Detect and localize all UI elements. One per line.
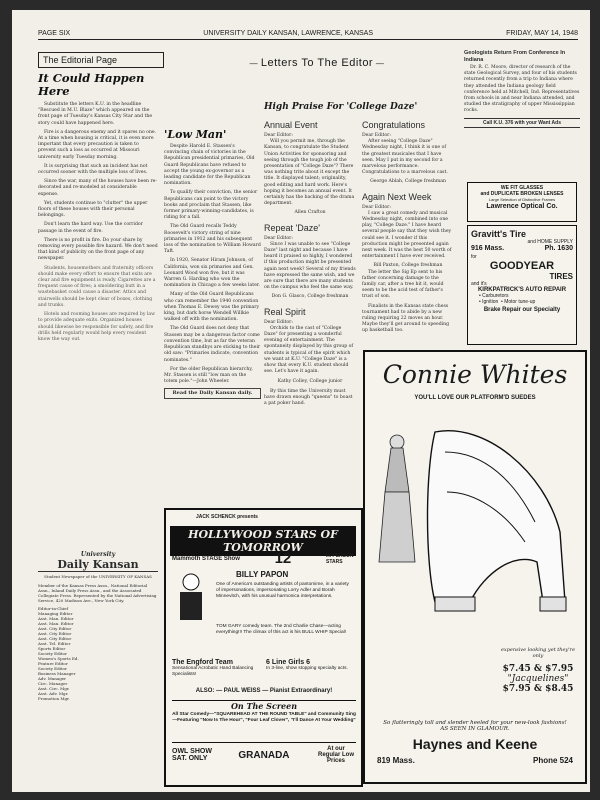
want-ads-line: Call K.U. 376 with your Want Ads [464, 118, 580, 128]
page-label: PAGE SIX [38, 30, 71, 37]
lawrence-optical-ad [467, 182, 577, 222]
staff-role: Women's Sports Ed. [38, 656, 79, 662]
staff-role: Asst. Man. Editor [38, 621, 74, 627]
text-block: There is no profit in fire. Do your share by removing every possible fire hazard. We don't need that kind of publicity on the front page of any newspaper. [38, 237, 158, 262]
letters-column-2: Congratulations Dear Editor: After seeing "College Daze" Wednesday night, I think it is one of the greatest musicales that I have seen. May I put in my second for a marvelous performance. Congratulations to a marvelous cast. George Ablah, College freshman Again Next Week Dear Editor: I saw a great comedy and musical Wednesday night, combined into one play, "College Daze." I have heard several people say that they wish they could see it. I wonder if this production might be presented again next week. It was the best 50 worth of entertainment I have ever received. Bill Paxton, College freshman The letter the Sig Ep sent to his father concerning damage to the family car, after a tree hit it, would seem to be the acid test of father's trust of son. Finalists in the Kansas state chess tournament had to abide by a new ruling requiring 22 moves an hour. Maybe they'll get around to speeding up basketball too. [362, 120, 454, 338]
text-block: HOLLYWOOD STARS OF TOMORROW [188, 528, 338, 554]
paper-name: UNIVERSITY DAILY KANSAN, LAWRENCE, KANSAS [203, 30, 374, 37]
staff-role: Asst. Circ. Mgr. [38, 686, 70, 692]
staff-role: Circ. Manager [38, 681, 68, 687]
text-block: Dear Editor: [264, 319, 293, 325]
text-block: and DUPLICATE BROKEN LENSES [480, 191, 564, 197]
text-block: 12 [274, 550, 292, 567]
text-block: Gravitt's Tire [471, 229, 526, 239]
staff-role: Asst. City Editor [38, 631, 72, 637]
text-block: 819 Mass. [377, 756, 415, 765]
staff-role: Editor-in-Chief [38, 606, 69, 612]
text-block: TOM GARY comedy team. The 2nd Charlie Chase—acting everything!!! The climax of this act is his BULL WHIP Special! [216, 624, 347, 635]
staff-role: Asst. City Editor [38, 626, 72, 632]
staff-role: Feature Editor [38, 661, 68, 667]
text-block: On The Screen [172, 700, 356, 711]
text-block: Yet, students continue to "clutter" the upper floors of these houses with their personal belongings. [38, 200, 148, 219]
text-block: Large Selection of Distinctive Frames [488, 197, 556, 202]
text-block: IN PERSON STARS [325, 552, 354, 565]
text-block: I saw a great comedy and musical Wednesday night, combined into one play, "College Daze." I have heard several people say that they wish they could see it. I wonder if this production might be presented again next week. It was the best 50 worth of entertainment I have ever received. [362, 210, 452, 260]
staff-role: Managing Editor [38, 611, 73, 617]
text-block: and it's [471, 281, 487, 287]
text-block: GRANADA [238, 749, 290, 761]
letters-banner: — Letters To The Editor — [249, 57, 385, 69]
text-block: $7.95 & $8.45 [502, 684, 574, 694]
editorial-column: It Could Happen Here Substitute the letters K.U. in the headline "Rescued in M.U. Blaze" which appeared on the front page of Tuesday's Kansas City Star and the story could have happened here. Fire is a dangerous enemy and it spares no one. At a time when housing is critical, it is even more important that every precaution is taken to prevent such a loss as occurred at Missouri university early Tuesday morning. It is surprising that such an incident has not occurred sooner with the multiple loss of lives. Since the war, many of the houses have been re-decorated and re-modeled at considerable expense. Yet, students continue to "clutter" the upper floors of these houses with their personal belongings. Don't learn the hard way. Use the corridor passage in the event of fire. There is no profit in fire. Do your share by removing every possible fire hazard. We don't need that kind of publicity on the front page of any newspaper. Students, housemothers and fraternity officers should make every effort to ensure that exits are clear and fire equipment is ready. Cigarettes are a frequent cause of fires; a smoldering butt in a wastebasket could cause a disaster. Attics and stairwells should be kept clear of boxes, clothing and trunks. Hotels and rooming houses are required by law to provide adequate exits. Organized houses should likewise be responsible for safety, and fire drills held regularly would help every resident know the way out. [38, 71, 158, 342]
letter-headline: Annual Event [264, 120, 318, 130]
text-block: In 3-line, show stopping specialty acts. [266, 666, 348, 671]
staff-role: Adv. Manager [38, 676, 67, 682]
text-block: Bill Paxton, College freshman [373, 263, 443, 269]
letter-headline: Real Spirit [264, 306, 306, 317]
text-block: BILLY PAPON [236, 570, 289, 579]
text-block: Kathy Colley, College junior [277, 378, 343, 384]
hollywood-stars-ad [164, 508, 363, 787]
text-block: Orchids to the cast of "College Daze" for presenting a wonderful evening of entertainment. The spontaneity displayed by this group of students is typical of the spirit which we want at K.U. "College Daze" is a show that every K.U. student should see. Let's have it again. [264, 325, 354, 375]
editorial-section-title [38, 52, 164, 68]
letters-column-1 [264, 120, 356, 410]
text-block: Phone 524 [532, 756, 573, 765]
text-block: WE FIT GLASSES [500, 185, 544, 191]
text-block: Dear Editor: [264, 133, 293, 138]
text-block: Despite Harold E. Stassen's convincing chain of victories in the Republican presidential primaries, Old Guard Republicans have refused to accept the young ex-governor as a leading candidate for the Republican nomination. [164, 144, 255, 187]
text-block: So flatteringly toll and slender heeled for your new-look fashions! AS SEEN IN GLAMOUR. [383, 720, 567, 732]
text-block: Will you permit me, through the Kansan, to congratulate the Student Union Activities for sponsoring and seeing through the tough job of the presentation of "College Daze"? There was nothing trite about it except the title. It displayed talent; originality, good editing and hard work. Here's hoping it becomes an annual event. It certainly has the backing of the drama department. [264, 139, 355, 207]
text-block: 6 [266, 659, 270, 666]
staff-role: Asst. City Editor [38, 636, 72, 642]
text-block: To qualify their conviction, the senior Republicans can point to the victory books and proclaim that Stassen, like former primary-winning-candidates, is riding for a fall. [164, 190, 258, 221]
text-block: expensive looking yet they're only [500, 647, 576, 659]
text-block: KIRKPATRICK'S AUTO REPAIR [477, 287, 567, 293]
text-block: Since the war, many of the houses have been re-decorated and re-modeled at considerable expense. [38, 179, 157, 197]
geologists-column [464, 50, 580, 128]
staff-role: Asst. Tel. Editor [38, 641, 71, 647]
text-block: After seeing "College Daze" Wednesday night, I think it is one of the greatest musicales that I have seen. May I put in my second for a marvelous performance. Congratulations to a marvelous cast. [362, 139, 448, 176]
low-man-headline: 'Low Man' [164, 128, 227, 141]
platform-shoe-icon [428, 431, 566, 602]
text-block: Since I was unable to see "College Daze" last night and because I have heard it praised so highly, I wondered if this production might be presented again next week? Several of my friends have expressed the same wish, and we are sure that there are many students on the campus who feel the same way. [264, 241, 356, 291]
text-block: Don G. Glasco, College freshman [271, 294, 349, 300]
staff-role: Society Editor [38, 651, 67, 657]
letter-headline: Repeat 'Daze' [264, 222, 320, 233]
text-block: It is surprising that such an incident has not occurred sooner with the multiple loss of lives. [38, 163, 148, 176]
text-block: At our Regular Low Prices [317, 746, 354, 764]
text-block: The Engford Team [172, 659, 233, 666]
masthead: University Daily Kansan Student Newspaper of the UNIVERSITY OF KANSAS Member of the Kansas Press Assn., National Editorial Assn., Inland Daily Press Assn., and the Associated Collegiate Press. Represented by the National Advertising Service, 420 Madison Ave., New York City. Editor-in-Chief Managing Editor Asst. Man. Editor Asst. Man. Editor Asst. City Editor Asst. City Editor Asst. City Editor Asst. Tel. Editor Sports Editor Society Editor Women's Sports Ed. Feature Editor Society Editor Business Manager Adv. Manager Circ. Manager Asst. Circ. Mgr. Asst. Adv. Mgr. Promotion Mgr. [38, 551, 157, 702]
text-block: YOU'LL LOVE OUR PLATFORM'D SUEDES [414, 395, 536, 401]
geologists-headline: Geologists Return From Conference In Indiana [464, 50, 566, 63]
letter-headline: Again Next Week [362, 191, 432, 202]
text-block: JACK SCHENCK presents [196, 514, 258, 520]
text-block: Haynes and Keene [412, 736, 538, 752]
text-block: Dear Editor: [362, 204, 391, 210]
text-block: Sensational Acrobatic Hand Balancing Specialists! [172, 666, 254, 677]
text-block: TIRES [549, 272, 573, 281]
text-block: Dear Editor: [264, 235, 293, 241]
low-man-column [164, 128, 261, 399]
text-block: OWL SHOW [172, 748, 212, 755]
text-block: By this time the University must have drawn enough "queens" to boast a pat poker hand. [264, 388, 353, 407]
text-block: Motor tune-up [504, 299, 536, 305]
text-block: Lawrence Optical Co. [486, 203, 558, 210]
text-block: The Old Guard does not deny that Stassen may be a dangerous factor come convention time, but as far the veteran Republican standbys are sticking to their old saw: "Primaries indicate, convention nominates." [164, 326, 261, 363]
text-block: SAT. ONLY [172, 755, 208, 762]
staff-role: Promotion Mgr. [38, 696, 70, 702]
text-block: Don't learn the hard way. Use the corridor passage in the event of fire. [38, 222, 143, 234]
text-block: George Ablah, College freshman [370, 179, 446, 185]
text-block: Many of the Old Guard Republicans who can remember the 1940 convention when Thomas E. Dewey was the primary king, but dark horse Wendell Willkie walked off with the nomination. [164, 292, 260, 323]
text-block: Carburetors [482, 293, 509, 299]
masthead-university: University [80, 551, 116, 558]
text-block: 916 Mass. [471, 245, 505, 252]
text-block: ALSO: — PAUL WEISS — Pianist Extraordinary! [195, 688, 333, 694]
text-block: In 1920, Senator Hiram Johnson, of California, won six primaries and Gen. Leonard Wood won five, but it was Warren G. Harding who won the nomination in Chicago a few weeks later. [164, 258, 260, 289]
staff-role: Asst. Man. Editor [38, 616, 74, 622]
text-block: "Jacquelines" [507, 674, 569, 684]
staff-role: Asst. Adv. Mgr. [38, 691, 69, 697]
connie-whites-ad [363, 350, 587, 784]
text-block: Ph. 1630 [544, 245, 573, 252]
text-block: For the older Republican hierarchy, Mr. Stassen is still "low man on the totem pole."—John Wheeler. [164, 366, 253, 385]
text-block: 6 [306, 659, 311, 666]
letters-subhead: High Praise For 'College Daze' [264, 102, 418, 112]
text-block: GOODYEAR [489, 260, 555, 272]
staff-role: Business Manager [38, 671, 76, 677]
read-daily-note: Read the Daily Kansan daily. [164, 388, 261, 398]
text-block: Dear Editor: [362, 133, 391, 138]
newspaper-page [12, 10, 590, 792]
text-block: All Star Comedy—"SQUAREHEAD AT THE ROUND TABLE" and Community Sing—Featuring "Now Is The Hour", "Four Leaf Clover", "I'll Dance At Your Wedding" [172, 712, 356, 723]
text-block: Letters To The Editor [260, 57, 374, 69]
editorial-headline: It Could Happen Here [38, 71, 145, 98]
masthead-name: Daily Kansan [38, 558, 158, 572]
text-block: The Old Guard recalls Teddy Roosevelt's victory string of nine primaries in 1912 and his subsequent loss of the nomination to William Howard Taft. [164, 224, 261, 255]
text-block: Brake Repair our Specialty [483, 307, 561, 313]
text-block: Ignition [482, 299, 499, 305]
fashion-illustration [365, 412, 581, 642]
text-block: One of America's outstanding artists of pantomime, in a variety of impersonations, impersonating Lorry Adler and Borah Minnevitch, with his unusual harmonica interpretations. [216, 582, 349, 599]
staff-list [38, 606, 158, 701]
text-block: for [471, 254, 477, 260]
model-head-icon [390, 435, 404, 449]
masthead-subtitle: Student Newspaper of the UNIVERSITY OF KANSAS [44, 574, 152, 580]
page-header [38, 30, 578, 40]
gravitt-tire-ad: Gravitt's Tire and HOME SUPPLY 916 Mass. Ph. 1630 for GOODYEAR TIRES and it's KIRKPATRICK'S AUTO REPAIR • Carburetors • Ignition • Motor tune-up Brake Repair our Specialty [467, 225, 577, 345]
issue-date: FRIDAY, MAY 14, 1948 [506, 30, 578, 37]
text-block: and HOME SUPPLY [527, 239, 573, 245]
staff-role: Society Editor [38, 666, 67, 672]
text-block: Line Girls [271, 659, 305, 666]
text-block: Fire is a dangerous enemy and it spares no one. At a time when housing is critical, it is even more important that every precaution is taken to prevent such a loss as occurred at Missouri university early Tuesday morning. [38, 129, 157, 160]
text-block: Mammoth STAGE Show [172, 555, 240, 562]
staff-role: Sports Editor [38, 646, 66, 652]
text-block: Substitute the letters K.U. in the headline "Rescued in M.U. Blaze" which appeared on the front page of Tuesday's Kansas City Star and the story could have happened here. [38, 102, 153, 126]
text-block: The Editorial Page [43, 55, 118, 65]
text-block: Allen Crafton [294, 210, 326, 216]
text-block: Dr. R. C. Moore, director of research of the state Geological Survey, and four of his students returned recently from a trip to Indiana where they attended the Indiana geology field conference held at Mitchell, Ind. Representatives from schools in and near Indiana attended, and studied the stratigraphy of upper Mississippian rocks. [464, 65, 580, 114]
performer-icon [172, 572, 210, 624]
text-block: $7.45 & $7.95 [502, 664, 574, 674]
text-block: Connie Whites [382, 360, 568, 389]
letter-headline: Congratulations [362, 120, 426, 130]
